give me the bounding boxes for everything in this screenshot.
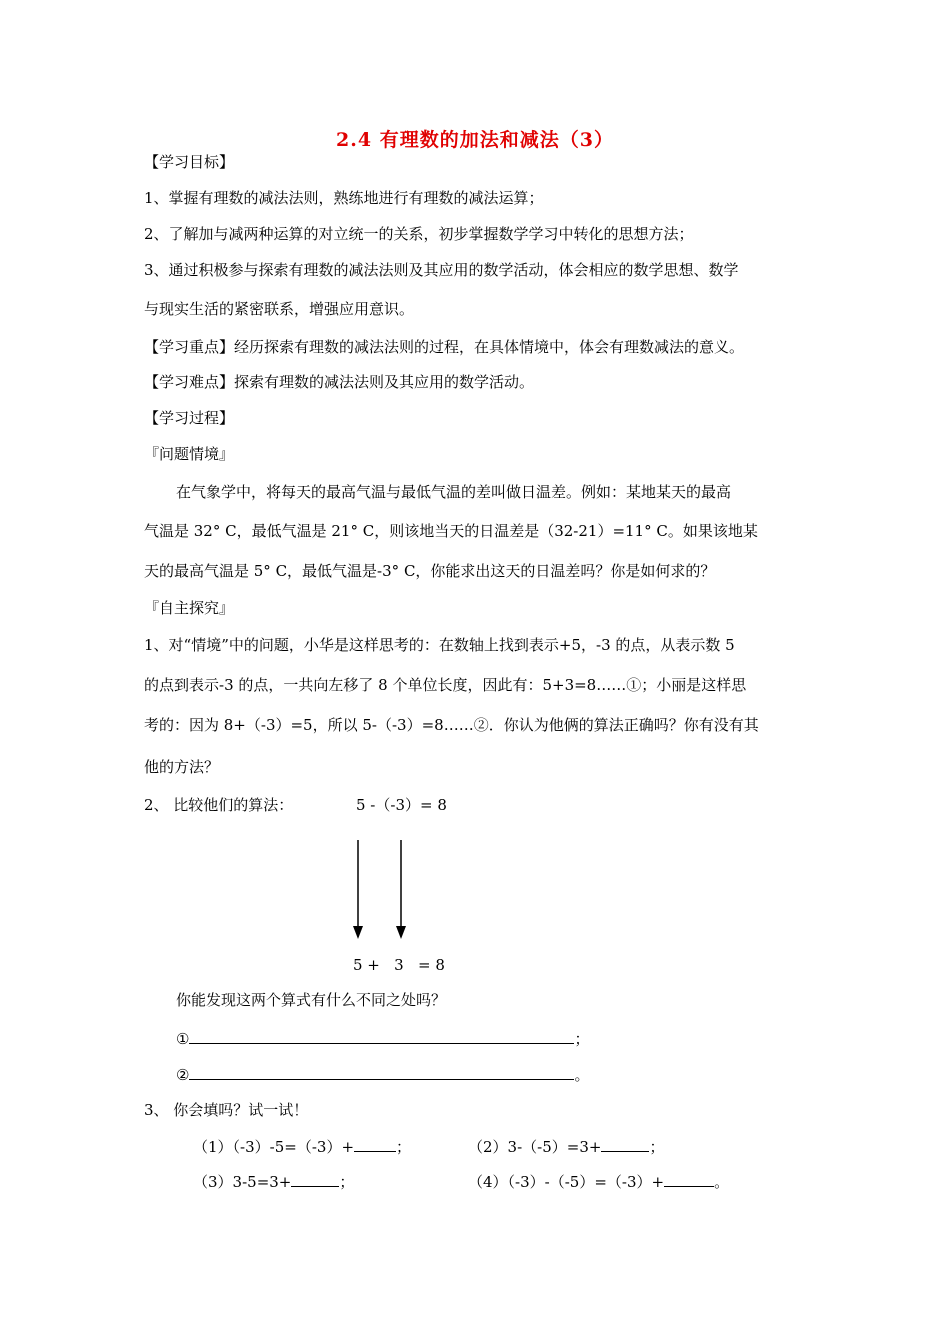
- fill-end: ；: [339, 1173, 355, 1191]
- circle-two: ②: [176, 1066, 190, 1084]
- fill-text: （1）（-3）-5=（-3）+: [193, 1138, 355, 1156]
- answer-end: ；: [574, 1030, 590, 1048]
- situation-line: 天的最高气温是 5° C，最低气温是-3° C，你能求出这天的日温差吗？你是如何求的？: [144, 562, 716, 580]
- goal-line: 1、掌握有理数的减法法则，熟练地进行有理数的减法运算；: [144, 189, 544, 207]
- difficulty: 【学习难点】探索有理数的减法法则及其应用的数学活动。: [144, 373, 535, 391]
- goal-line: 3、通过积极参与探索有理数的减法法则及其应用的数学活动，体会相应的数学思想、数学: [144, 261, 739, 279]
- fill-item-2: [468, 1136, 664, 1157]
- answer-line-2: [176, 1064, 589, 1085]
- fill-text: （4）（-3）-（-5）=（-3）+: [468, 1173, 665, 1191]
- goal-line: 与现实生活的紧密联系，增强应用意识。: [144, 300, 415, 318]
- explore-line: 1、对“情境”中的问题，小华是这样思考的：在数轴上找到表示+5，-3 的点，从表示数 5: [144, 636, 735, 654]
- key-point: 【学习重点】经历探索有理数的减法法则的过程，在具体情境中，体会有理数减法的意义。: [144, 338, 745, 356]
- fill-end: ；: [396, 1138, 412, 1156]
- situation-line: 气温是 32° C，最低气温是 21° C，则该地当天的日温差是（32-21）=11° C。如果该地某: [144, 522, 758, 540]
- compare-label: 2、 比较他们的算法：: [144, 796, 294, 814]
- fill-text: （3）3-5=3+: [193, 1173, 292, 1191]
- fill-blank[interactable]: [291, 1171, 339, 1187]
- answer-blank-2[interactable]: [189, 1064, 574, 1080]
- situation-line: 在气象学中，将每天的最高气温与最低气温的差叫做日温差。例如：某地某天的最高: [176, 483, 732, 501]
- goal-line: 2、了解加与减两种运算的对立统一的关系，初步掌握数学学习中转化的思想方法；: [144, 225, 694, 243]
- fill-item-3: [193, 1171, 354, 1192]
- fill-blank[interactable]: [354, 1136, 396, 1152]
- fill-blank[interactable]: [664, 1171, 714, 1187]
- down-arrows-icon: [348, 838, 410, 942]
- compare-bottom-equation: 5 + 3 = 8: [353, 956, 445, 974]
- explore-heading: 『自主探究』: [144, 599, 235, 617]
- explore-line: 的点到表示-3 的点，一共向左移了 8 个单位长度，因此有：5+3=8……①；小丽是这样思: [144, 676, 747, 694]
- process-heading: 【学习过程】: [144, 409, 235, 427]
- explore-line: 他的方法？: [144, 758, 220, 776]
- fill-end: 。: [714, 1173, 730, 1191]
- fill-end: ；: [649, 1138, 665, 1156]
- circle-one: ①: [176, 1030, 190, 1048]
- answer-line-1: [176, 1028, 589, 1049]
- question: 你能发现这两个算式有什么不同之处吗？: [176, 991, 447, 1009]
- answer-end: 。: [574, 1066, 590, 1084]
- fill-blank[interactable]: [601, 1136, 649, 1152]
- situation-heading: 『问题情境』: [144, 445, 235, 463]
- fill-text: （2）3-（-5）=3+: [468, 1138, 602, 1156]
- answer-blank-1[interactable]: [189, 1028, 574, 1044]
- page-title: 2.4 有理数的加法和减法（3）: [336, 129, 614, 151]
- compare-top-equation: 5 -（-3）= 8: [356, 796, 447, 814]
- fill-heading: 3、 你会填吗？试一试！: [144, 1101, 309, 1119]
- goals-heading: 【学习目标】: [144, 153, 235, 171]
- explore-line: 考的：因为 8+（-3）=5，所以 5-（-3）=8……②．你认为他俩的算法正确吗？你有没有其: [144, 716, 759, 734]
- fill-item-1: [193, 1136, 411, 1157]
- fill-item-4: [468, 1171, 729, 1192]
